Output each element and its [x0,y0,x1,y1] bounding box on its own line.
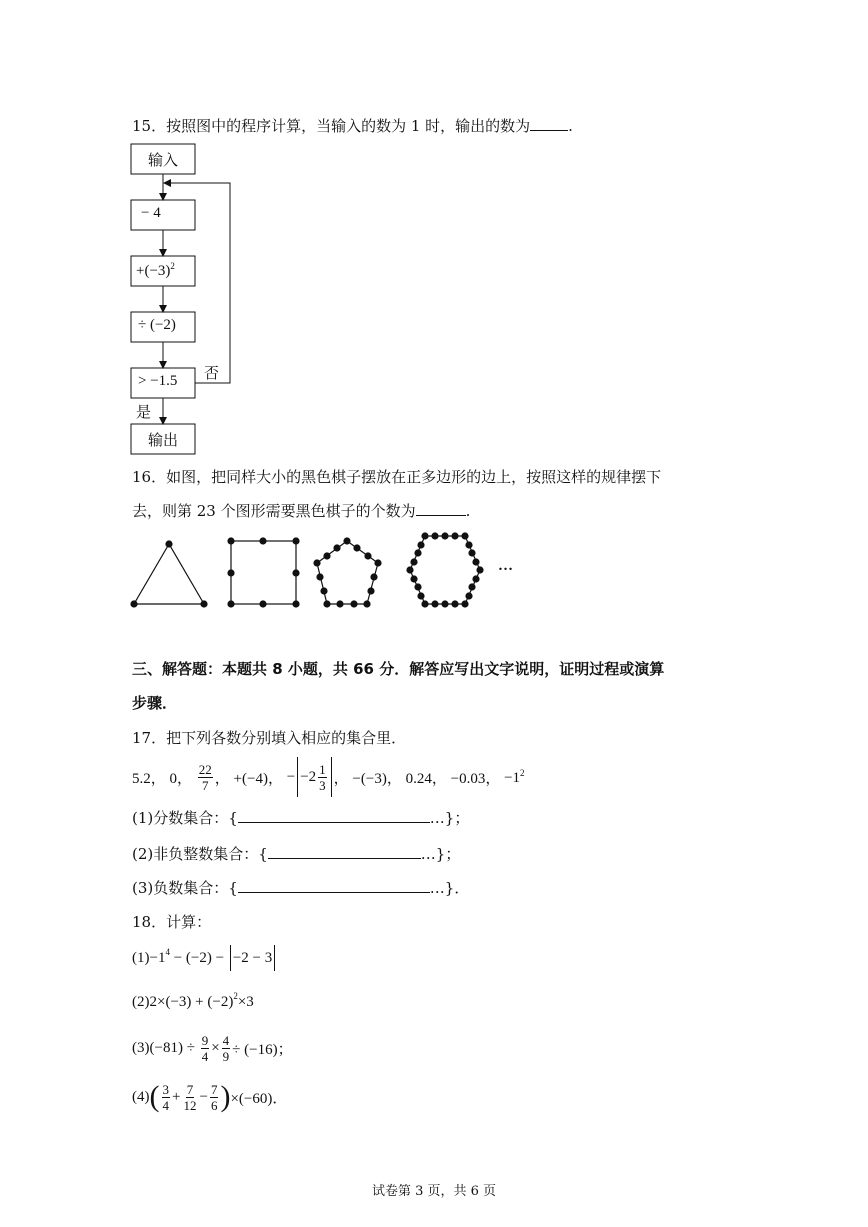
q16-ellipsis: … [498,558,513,574]
q16-end: . [465,502,471,520]
q17-num-5-denominator: 3 [319,777,326,793]
q18-p3-f1-numerator: 9 [201,1032,209,1048]
q15-end: . [568,117,573,135]
q17-set-2-blank [268,842,421,859]
q17-num-5-integer: −2 [300,768,317,785]
flow-step3-label: ÷ (−2) [138,317,176,333]
q15-prompt: 15．按照图中的程序计算，当输入的数为 1 时，输出的数为 [132,117,531,135]
section3-heading-line2: 步骤． [132,694,178,712]
flow-output-label: 输出 [148,433,179,449]
q16-line1: 16．如图，把同样大小的黑色棋子摆放在正多边形的边上，按照这样的规律摆下 [132,468,662,486]
q18-p3-index: (3) [132,1039,150,1056]
figure-pentagon [317,541,378,604]
q17-set-2-end: …}； [420,845,461,863]
q17-set-fraction [132,806,469,829]
q15-flowchart [0,0,868,470]
q18-p3-times: × [211,1039,220,1056]
q17-set-3-end: …}． [429,879,470,897]
q18-p3-term-b: ÷ (−16)； [232,1041,293,1058]
q17-num-9-exp: 2 [520,767,525,778]
flow-condition-label: > −1.5 [138,373,178,389]
q18-p4-f1-numerator: 3 [162,1081,169,1097]
q17-num-1: 5.2， [132,770,166,787]
q17-num-5-numerator: 1 [319,761,326,777]
q17-set-2-label: (2)非负整数集合：{ [132,845,268,863]
flow-input-label: 输入 [148,153,179,169]
q18-part-2 [132,989,254,1015]
q18-p4-f2-denominator: 12 [183,1097,197,1113]
q18-p1-abs-right [274,945,275,971]
q17-set-3-blank [238,876,430,893]
q18-p2-index: (2) [132,993,150,1010]
q17-set-1-label: (1)分数集合：{ [132,809,238,827]
q18-p3-f1-denominator: 4 [201,1048,209,1064]
q18-p1-exp: 4 [165,947,170,957]
q18-p3-fraction-1 [201,1033,210,1064]
q17-num-3-fraction [198,762,213,793]
q18-p4-paren-left: ( [149,1080,160,1113]
q18-p1-abs-left [230,945,231,971]
q18-p4-plus: + [172,1088,181,1105]
q18-p2-term-b: ×3 [237,993,254,1010]
q18-p3-term-a: (−81) ÷ [149,1039,199,1056]
q17-num-6: −(−3)， [352,770,402,787]
q18-p4-f2-numerator: 7 [186,1081,194,1097]
q17-title: 17．把下列各数分别填入相应的集合里． [132,729,407,747]
q17-num-5-sep: ， [333,770,349,787]
q18-p4-fraction-1 [162,1082,171,1113]
q17-set-3-label: (3)负数集合：{ [132,879,238,897]
q18-part-4 [132,1076,287,1118]
q17-num-3-denominator: 7 [202,777,209,793]
q18-p4-paren-right: ) [220,1080,231,1113]
q17-num-3-numerator: 22 [198,761,212,777]
q16-polygon-figures [0,530,868,620]
q18-part-1 [132,944,277,972]
flow-step2-op: +(−3) [136,263,171,279]
q17-num-5-bar-right [331,757,332,797]
figure-square [231,541,296,604]
q18-title: 18．计算： [132,913,212,931]
q18-p4-fraction-3 [210,1082,219,1113]
q18-p4-f3-numerator: 7 [210,1081,218,1097]
q18-p4-minus: − [199,1088,208,1105]
q17-num-5-sign: − [286,768,296,785]
q17-num-8: −0.03， [450,770,501,787]
q18-p4-fraction-2 [182,1082,197,1113]
q18-p4-term-b: ×(−60)． [230,1090,288,1107]
q17-set-negative [132,876,469,899]
q18-p1-abs-content: −2 − 3 [232,949,273,966]
section3-heading-line1: 三、解答题：本题共 8 小题，共 66 分．解答应写出文字说明，证明过程或演算 [132,660,665,678]
q17-set-1-blank [238,806,430,823]
q17-num-9 [504,768,524,787]
q17-num-2: 0， [169,770,193,787]
q18-p3-fraction-2 [222,1033,231,1064]
q18-p2-term-a: 2×(−3) + (−2) [149,993,234,1010]
q18-p3-f2-numerator: 4 [222,1032,230,1048]
q17-number-list [132,755,525,799]
flow-step2-exp: 2 [170,261,175,271]
flow-step1-label: − 4 [141,205,161,221]
q17-num-7: 0.24， [405,770,447,787]
figure-triangle [134,544,204,604]
q17-set-nonneg-int [132,842,460,865]
flow-step2-label [136,261,175,280]
q18-p1-index: (1) [132,949,150,966]
q16-answer-blank [416,499,466,516]
q18-p1-term-b: − (−2) − [169,949,228,966]
q18-part-3 [132,1027,293,1069]
q17-num-9-base: −1 [504,769,521,786]
flow-loop-back [165,183,230,383]
q17-num-3-sep: ， [214,770,230,787]
q16-line2 [132,499,470,522]
q17-num-5-bar-left [297,757,298,797]
flow-no-label: 否 [204,366,220,382]
q17-num-5-fraction [318,762,327,793]
q16-line2-text: 去，则第 23 个图形需要黑色棋子的个数为 [132,502,416,520]
q18-p3-f2-denominator: 9 [222,1048,230,1064]
page-footer: 试卷第 3 页，共 6 页 [371,1184,497,1199]
q18-p4-index: (4) [132,1088,150,1105]
q18-p4-f1-denominator: 4 [162,1097,169,1113]
q17-set-1-end: …}； [429,809,470,827]
flow-yes-label: 是 [136,405,152,421]
q18-p2-exp: 2 [233,991,238,1001]
q18-p4-f3-denominator: 6 [210,1097,218,1113]
q18-p1-term-a: −1 [149,949,166,966]
q17-num-4: +(−4)， [233,770,283,787]
